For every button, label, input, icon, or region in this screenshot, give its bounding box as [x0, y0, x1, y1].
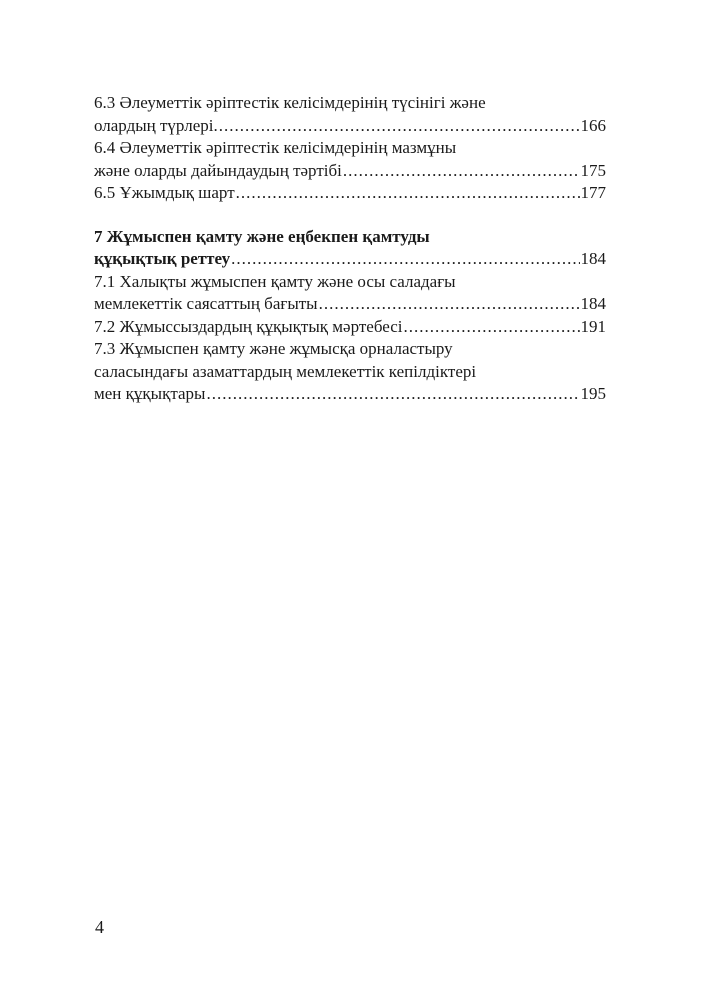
dot-leader: [343, 160, 580, 183]
dot-leader: [219, 115, 580, 138]
toc-entry-7-2: [94, 316, 606, 339]
toc-entry-label: мемлекеттік саясаттың бағыты: [94, 294, 318, 313]
toc-entry-6-5: [94, 182, 606, 205]
table-of-contents: [94, 92, 606, 406]
toc-entry-label: 7.2 Жұмыссыздардың құқықтық мәртебесі: [94, 316, 403, 336]
toc-page-number: 166: [580, 115, 606, 135]
toc-entry-6-3: [94, 92, 606, 137]
dot-leader: [231, 248, 579, 271]
toc-entry-line: [94, 160, 606, 183]
toc-entry-line: [94, 248, 606, 271]
toc-entry-label: және оларды дайындаудың тәртібі: [94, 160, 342, 180]
toc-entry-7-3: [94, 338, 606, 406]
dot-leader: [206, 383, 579, 406]
dot-leader: [319, 293, 580, 316]
toc-page-number: 184: [580, 294, 606, 313]
toc-entry-title: саласындағы азаматтардың мемлекеттік кепілдіктері: [94, 361, 477, 381]
toc-entry-label: олардың түрлері.: [94, 115, 218, 135]
toc-entry-label: мен құқықтары: [94, 384, 206, 403]
toc-entry-line: [94, 182, 606, 205]
dot-leader: [404, 316, 580, 339]
toc-entry-line: [94, 383, 606, 406]
toc-entry-title: 7.1 Халықты жұмыспен қамту және осы саладағы: [94, 271, 456, 291]
toc-page-number: 184: [580, 249, 606, 268]
page-number: 4: [95, 917, 104, 937]
toc-entry-7-1: [94, 271, 606, 316]
toc-entry-6-4: [94, 137, 606, 182]
toc-entry-line: [94, 115, 606, 138]
toc-entry-label: 6.5 Ұжымдық шарт: [94, 183, 235, 202]
toc-page-number: 175: [580, 160, 606, 180]
toc-entry-line: [94, 293, 606, 316]
toc-entry-title: 6.3 Әлеуметтік әріптестік келісімдерінің түсінігі және: [94, 93, 486, 112]
toc-entry-title: 6.4 Әлеуметтік әріптестік келісімдерінің мазмұны: [94, 138, 457, 157]
toc-page-number: 195: [580, 384, 606, 403]
toc-page-number: 177: [580, 183, 606, 202]
toc-entry-chapter-7: [94, 226, 606, 271]
section-gap: [94, 205, 606, 226]
toc-page-number: 191: [580, 316, 606, 336]
toc-entry-title: 7.3 Жұмыспен қамту және жұмысқа орналастыру: [94, 339, 453, 358]
toc-entry-label: құқықтық реттеу: [94, 249, 231, 268]
toc-entry-title: 7 Жұмыспен қамту және еңбекпен қамтуды: [94, 226, 430, 246]
toc-entry-line: [94, 316, 606, 339]
dot-leader: [236, 182, 580, 205]
